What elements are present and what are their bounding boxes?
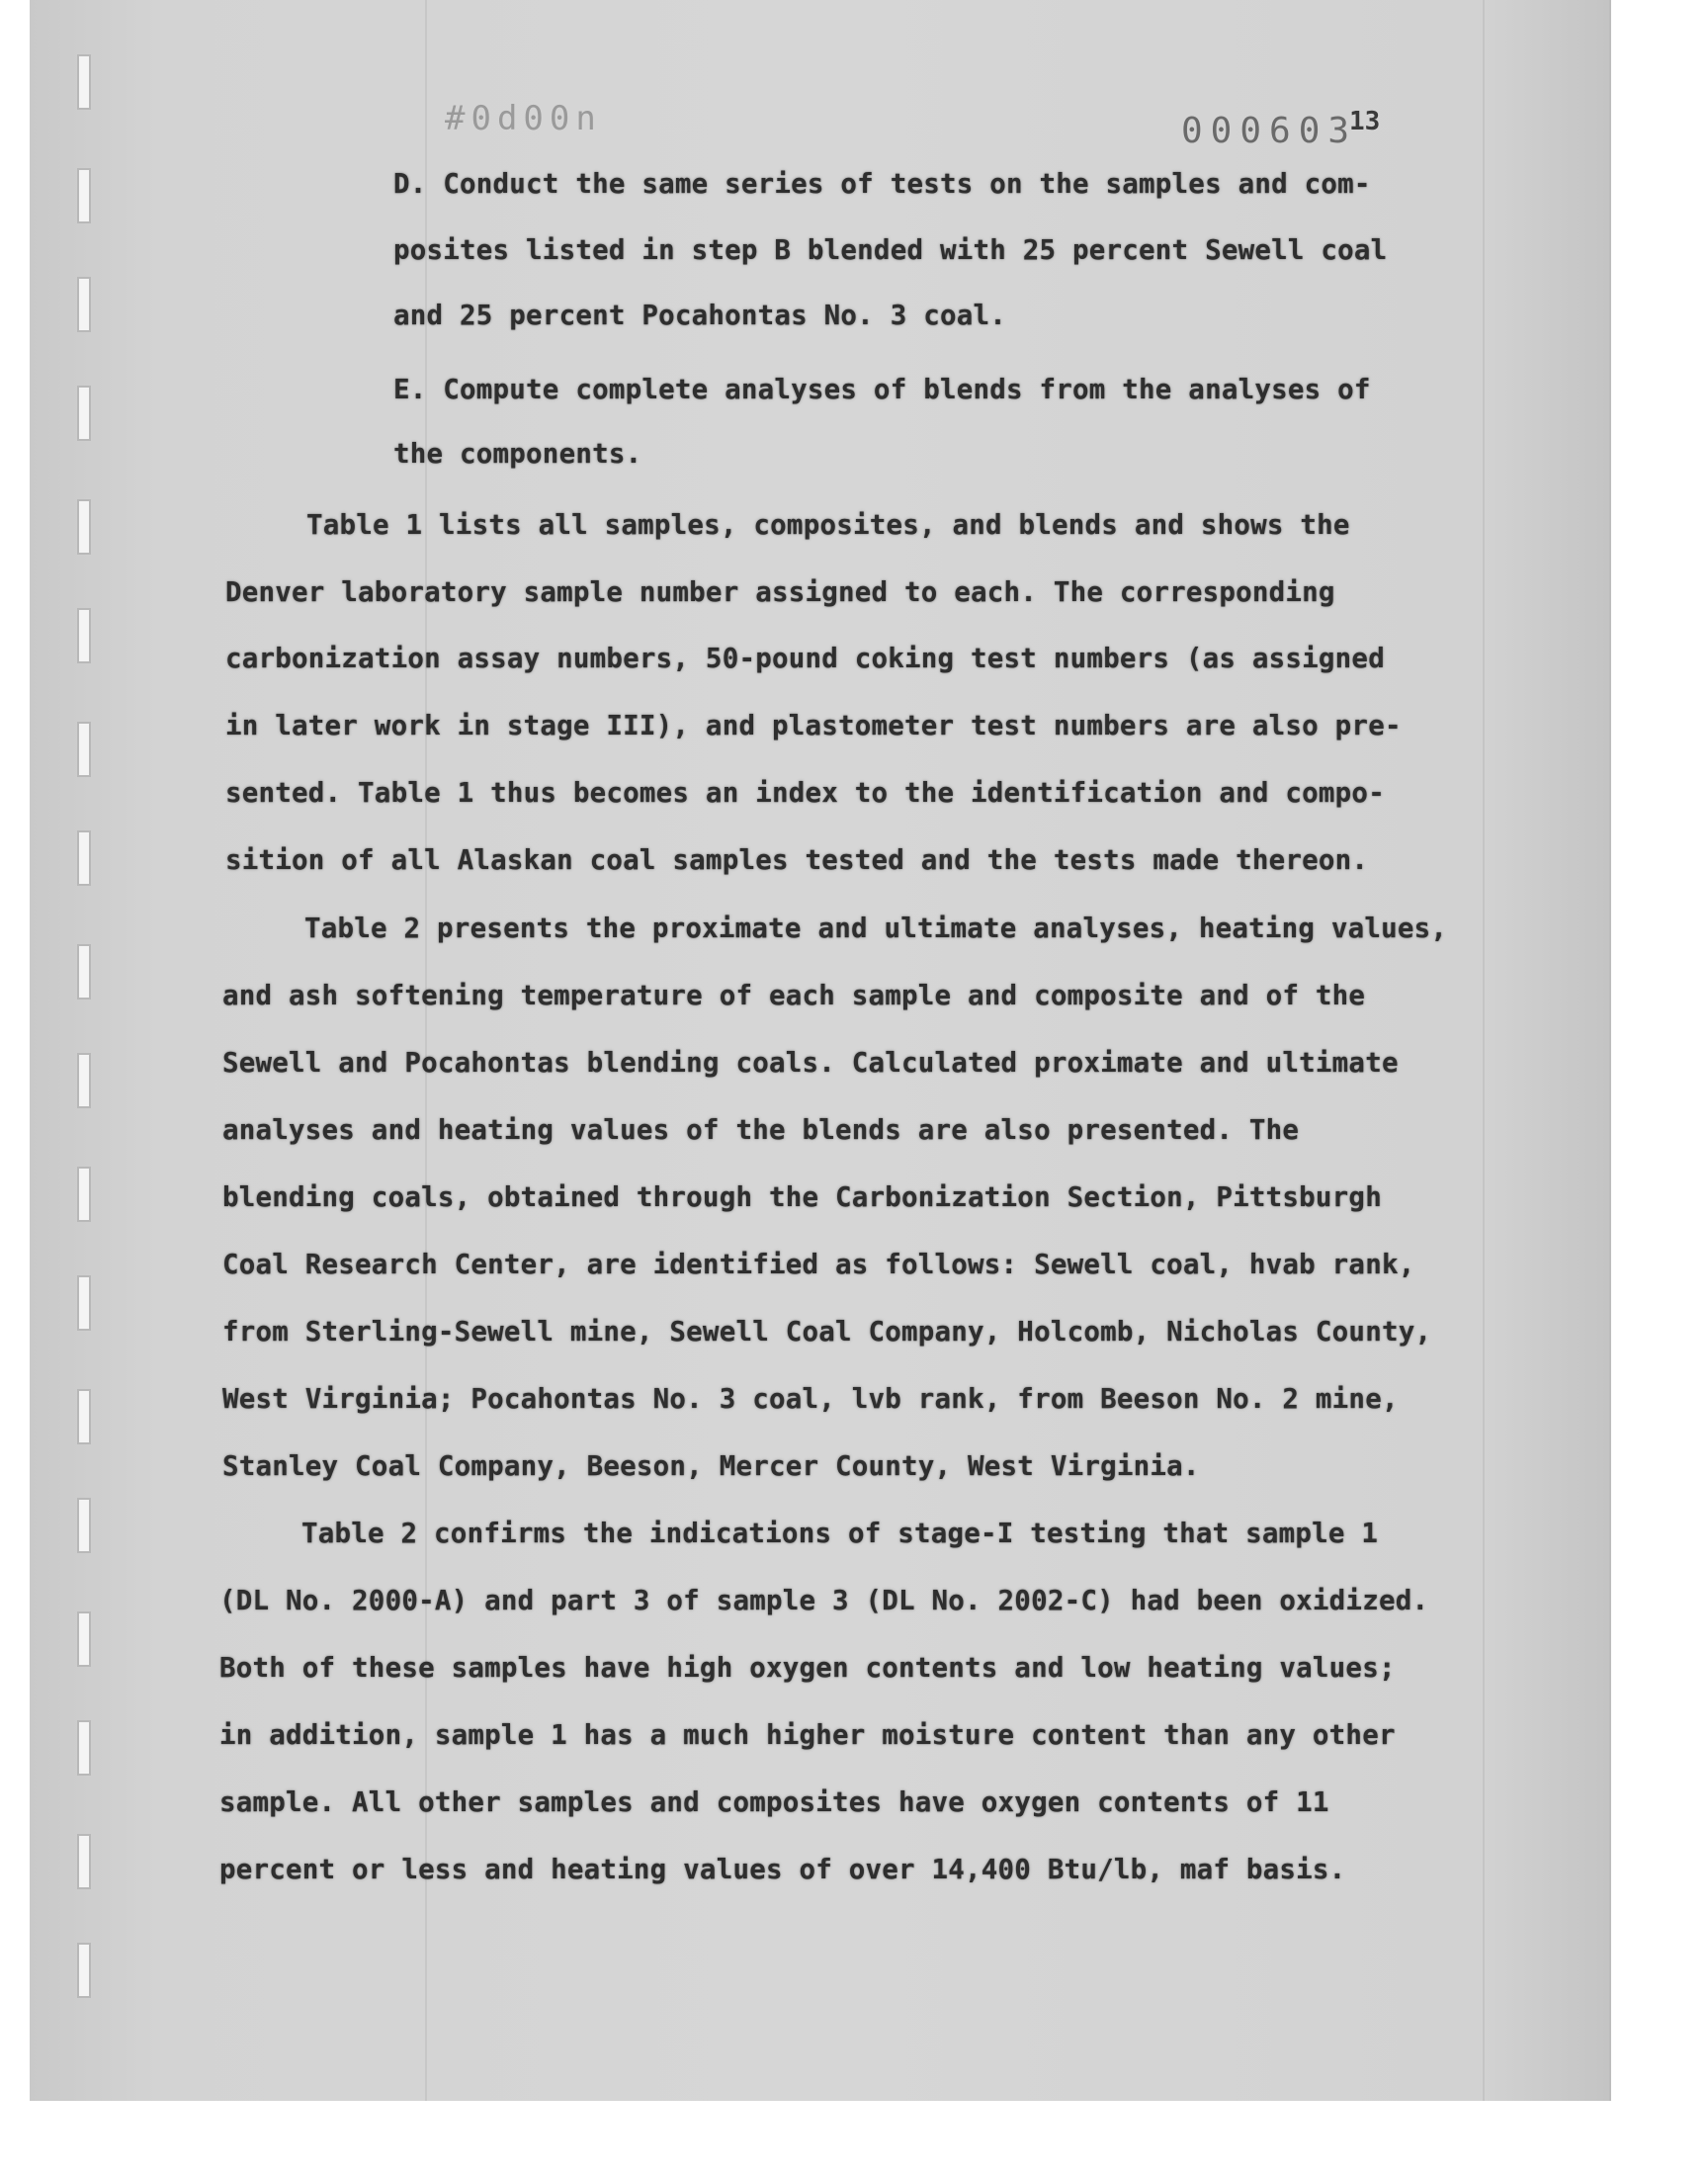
page-number: 13: [1349, 107, 1381, 136]
text-line: the components.: [393, 438, 642, 470]
binding-hole: [77, 386, 91, 441]
text-line: West Virginia; Pocahontas No. 3 coal, lvb rank, from Beeson No. 2 mine,: [222, 1383, 1399, 1415]
binding-hole: [77, 168, 91, 223]
binding-hole: [77, 722, 91, 777]
binding-hole: [77, 1720, 91, 1776]
binding-hole: [77, 1943, 91, 1998]
text-line: in addition, sample 1 has a much higher moisture content than any other: [219, 1719, 1396, 1751]
text-line: from Sterling-Sewell mine, Sewell Coal Company, Holcomb, Nicholas County,: [222, 1316, 1432, 1348]
text-line: E. Compute complete analyses of blends from the analyses of: [393, 374, 1371, 405]
text-line: and 25 percent Pocahontas No. 3 coal.: [393, 300, 1006, 331]
text-line: analyses and heating values of the blends are also presented. The: [222, 1114, 1300, 1146]
stamp-left: #0d00n: [445, 99, 602, 138]
text-line: blending coals, obtained through the Carbonization Section, Pittsburgh: [222, 1181, 1382, 1213]
text-line: Table 2 presents the proximate and ultimate analyses, heating values,: [304, 913, 1448, 944]
text-line: Denver laboratory sample number assigned to each. The corresponding: [225, 576, 1335, 608]
text-line: and ash softening temperature of each sample and composite and of the: [222, 980, 1366, 1011]
text-line: percent or less and heating values of over 14,400 Btu/lb, maf basis.: [219, 1854, 1346, 1885]
binding-hole: [77, 1275, 91, 1331]
text-line: (DL No. 2000-A) and part 3 of sample 3 (DL No. 2002-C) had been oxidized.: [219, 1585, 1429, 1616]
text-line: sition of all Alaskan coal samples tested and the tests made thereon.: [225, 844, 1369, 876]
binding-hole: [77, 54, 91, 110]
binding-hole: [77, 1834, 91, 1889]
binding-hole: [77, 1611, 91, 1667]
text-line: Coal Research Center, are identified as follows: Sewell coal, hvab rank,: [222, 1249, 1415, 1280]
text-line: carbonization assay numbers, 50-pound coking test numbers (as assigned: [225, 643, 1385, 674]
binding-hole: [77, 944, 91, 1000]
binding-hole: [77, 1053, 91, 1108]
binding-hole: [77, 499, 91, 555]
stamp-right: 000603: [1181, 111, 1358, 151]
binding-hole: [77, 1167, 91, 1222]
binding-hole: [77, 608, 91, 663]
binding-hole: [77, 1498, 91, 1553]
text-line: in later work in stage III), and plastometer test numbers are also pre-: [225, 710, 1402, 741]
binding-hole: [77, 277, 91, 332]
binding-hole: [77, 830, 91, 886]
binding-hole: [77, 1389, 91, 1444]
text-line: D. Conduct the same series of tests on the samples and com-: [393, 168, 1371, 200]
binding-holes: [69, 0, 99, 2101]
text-line: Sewell and Pocahontas blending coals. Calculated proximate and ultimate: [222, 1047, 1399, 1079]
page-fold-line: [1483, 0, 1485, 2101]
text-line: Table 2 confirms the indications of stage-I testing that sample 1: [301, 1518, 1379, 1549]
text-line: Stanley Coal Company, Beeson, Mercer County, West Virginia.: [222, 1450, 1200, 1482]
text-line: posites listed in step B blended with 25 percent Sewell coal: [393, 234, 1388, 266]
text-line: sented. Table 1 thus becomes an index to the identification and compo-: [225, 777, 1385, 809]
text-line: Table 1 lists all samples, composites, and blends and shows the: [306, 509, 1350, 541]
text-line: Both of these samples have high oxygen contents and low heating values;: [219, 1652, 1396, 1684]
text-line: sample. All other samples and composites have oxygen contents of 11: [219, 1786, 1329, 1818]
